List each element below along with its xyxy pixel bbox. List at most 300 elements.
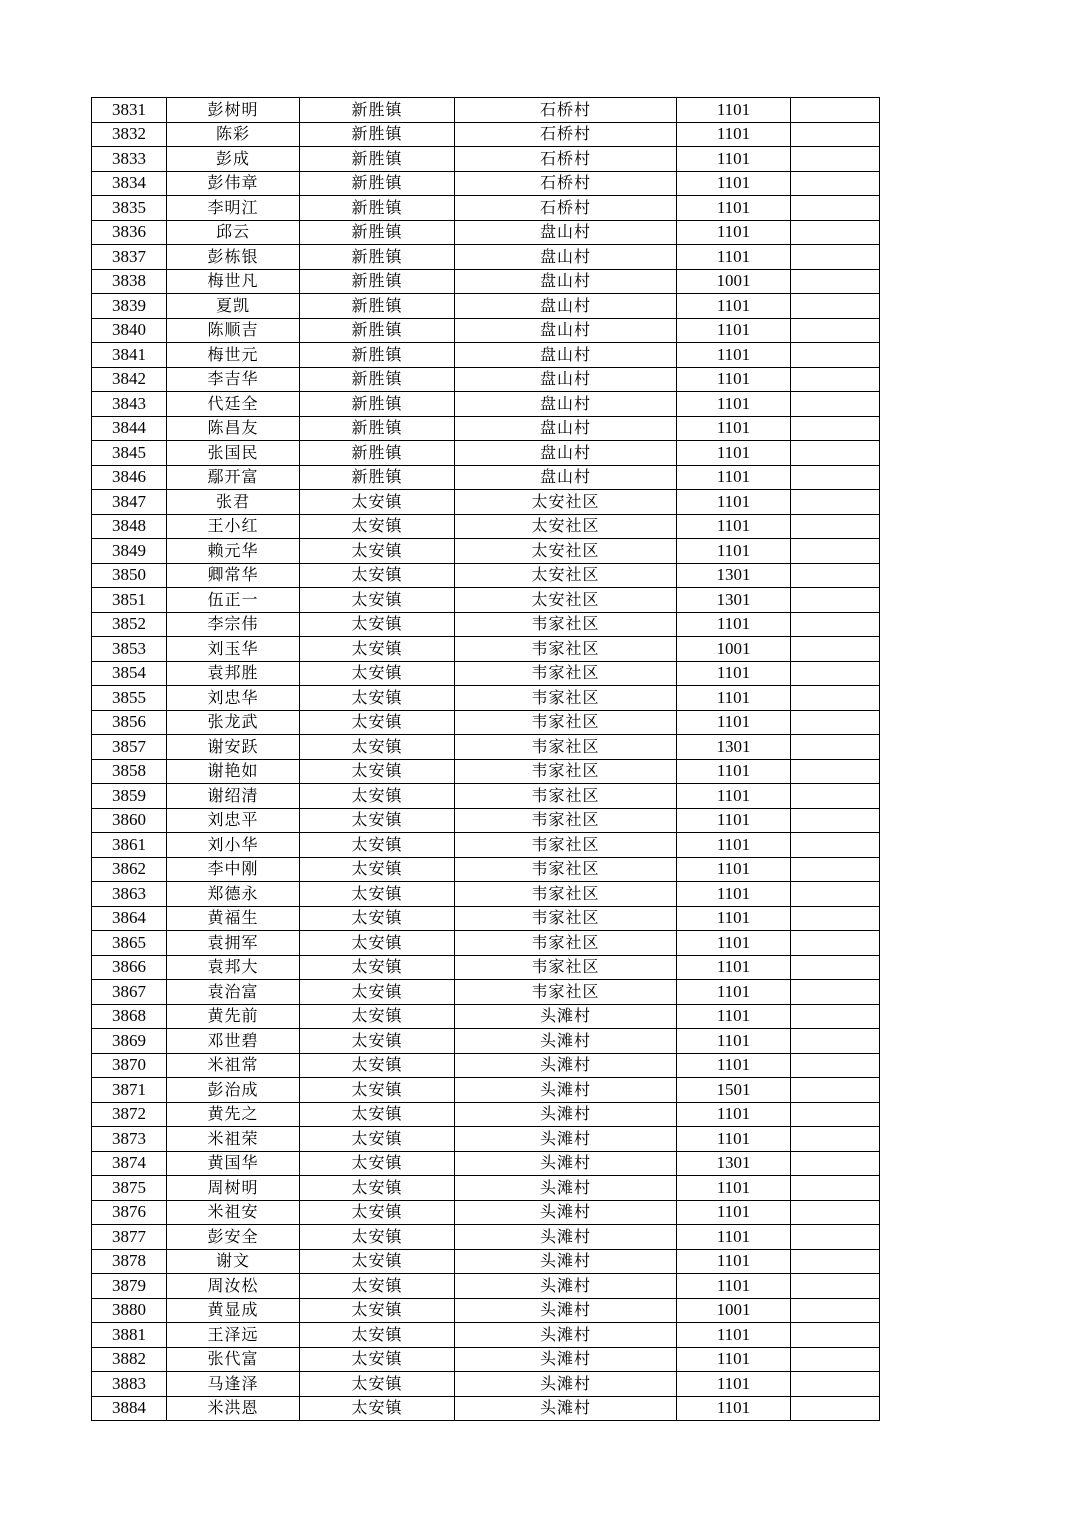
village-cell: 韦家社区 [455,906,677,931]
table-row [92,1127,880,1152]
code-cell: 1101 [677,1053,791,1078]
village-cell: 盘山村 [455,294,677,319]
name-cell: 赖元华 [167,539,300,564]
remark-cell [791,490,880,515]
name-cell: 卿常华 [167,563,300,588]
town-cell: 新胜镇 [300,392,455,417]
remark-cell [791,980,880,1005]
name-cell: 郑德永 [167,882,300,907]
name-cell: 谢安跃 [167,735,300,760]
village-cell: 石桥村 [455,122,677,147]
town-cell: 太安镇 [300,931,455,956]
remark-cell [791,563,880,588]
name-cell: 张代富 [167,1347,300,1372]
table-row [92,465,880,490]
code-cell: 1101 [677,857,791,882]
name-cell: 黄先前 [167,1004,300,1029]
town-cell: 新胜镇 [300,245,455,270]
town-cell: 太安镇 [300,784,455,809]
name-cell: 刘忠华 [167,686,300,711]
name-cell: 夏凯 [167,294,300,319]
row-number-cell: 3839 [92,294,167,319]
village-cell: 盘山村 [455,343,677,368]
town-cell: 太安镇 [300,490,455,515]
village-cell: 盘山村 [455,245,677,270]
row-number-cell: 3846 [92,465,167,490]
name-cell: 黄福生 [167,906,300,931]
code-cell: 1101 [677,1396,791,1421]
town-cell: 新胜镇 [300,98,455,123]
row-number-cell: 3844 [92,416,167,441]
name-cell: 马逢泽 [167,1372,300,1397]
town-cell: 太安镇 [300,1274,455,1299]
town-cell: 新胜镇 [300,367,455,392]
name-cell: 李明江 [167,196,300,221]
remark-cell [791,1004,880,1029]
remark-cell [791,392,880,417]
code-cell: 1101 [677,416,791,441]
code-cell: 1301 [677,588,791,613]
village-cell: 头滩村 [455,1225,677,1250]
name-cell: 米祖安 [167,1200,300,1225]
village-cell: 石桥村 [455,147,677,172]
name-cell: 代廷全 [167,392,300,417]
name-cell: 陈昌友 [167,416,300,441]
town-cell: 太安镇 [300,1004,455,1029]
row-number-cell: 3880 [92,1298,167,1323]
town-cell: 太安镇 [300,1323,455,1348]
village-cell: 韦家社区 [455,661,677,686]
code-cell: 1101 [677,1176,791,1201]
table-row [92,931,880,956]
remark-cell [791,735,880,760]
name-cell: 米祖常 [167,1053,300,1078]
name-cell: 梅世元 [167,343,300,368]
remark-cell [791,220,880,245]
code-cell: 1101 [677,784,791,809]
name-cell: 陈彩 [167,122,300,147]
code-cell: 1101 [677,1102,791,1127]
code-cell: 1101 [677,245,791,270]
code-cell: 1301 [677,1151,791,1176]
name-cell: 彭树明 [167,98,300,123]
remark-cell [791,955,880,980]
row-number-cell: 3867 [92,980,167,1005]
village-cell: 盘山村 [455,392,677,417]
code-cell: 1101 [677,147,791,172]
row-number-cell: 3849 [92,539,167,564]
table-row [92,318,880,343]
table-row [92,612,880,637]
village-cell: 韦家社区 [455,686,677,711]
table-row [92,906,880,931]
code-cell: 1101 [677,514,791,539]
row-number-cell: 3834 [92,171,167,196]
code-cell: 1101 [677,1127,791,1152]
table-row [92,147,880,172]
remark-cell [791,441,880,466]
town-cell: 太安镇 [300,1078,455,1103]
code-cell: 1101 [677,1323,791,1348]
data-table [91,97,880,1421]
table-row [92,588,880,613]
row-number-cell: 3853 [92,637,167,662]
town-cell: 太安镇 [300,759,455,784]
town-cell: 新胜镇 [300,318,455,343]
village-cell: 石桥村 [455,98,677,123]
village-cell: 头滩村 [455,1004,677,1029]
name-cell: 周树明 [167,1176,300,1201]
name-cell: 袁治富 [167,980,300,1005]
name-cell: 张国民 [167,441,300,466]
row-number-cell: 3845 [92,441,167,466]
row-number-cell: 3876 [92,1200,167,1225]
row-number-cell: 3883 [92,1372,167,1397]
row-number-cell: 3848 [92,514,167,539]
remark-cell [791,416,880,441]
code-cell: 1101 [677,122,791,147]
village-cell: 盘山村 [455,416,677,441]
row-number-cell: 3879 [92,1274,167,1299]
table-row [92,514,880,539]
row-number-cell: 3838 [92,269,167,294]
town-cell: 太安镇 [300,1127,455,1152]
remark-cell [791,931,880,956]
town-cell: 新胜镇 [300,269,455,294]
table-row [92,637,880,662]
row-number-cell: 3832 [92,122,167,147]
row-number-cell: 3831 [92,98,167,123]
code-cell: 1101 [677,980,791,1005]
code-cell: 1101 [677,833,791,858]
remark-cell [791,1323,880,1348]
village-cell: 头滩村 [455,1102,677,1127]
name-cell: 谢艳如 [167,759,300,784]
remark-cell [791,245,880,270]
name-cell: 米洪恩 [167,1396,300,1421]
row-number-cell: 3869 [92,1029,167,1054]
row-number-cell: 3833 [92,147,167,172]
village-cell: 头滩村 [455,1176,677,1201]
village-cell: 太安社区 [455,563,677,588]
row-number-cell: 3856 [92,710,167,735]
town-cell: 太安镇 [300,808,455,833]
table-row [92,1225,880,1250]
name-cell: 张君 [167,490,300,515]
row-number-cell: 3874 [92,1151,167,1176]
table-body [92,98,880,1421]
code-cell: 1101 [677,220,791,245]
table-row [92,661,880,686]
row-number-cell: 3859 [92,784,167,809]
village-cell: 韦家社区 [455,637,677,662]
code-cell: 1501 [677,1078,791,1103]
remark-cell [791,1249,880,1274]
table-row [92,686,880,711]
row-number-cell: 3840 [92,318,167,343]
town-cell: 太安镇 [300,563,455,588]
town-cell: 太安镇 [300,735,455,760]
row-number-cell: 3850 [92,563,167,588]
table-row [92,857,880,882]
code-cell: 1101 [677,392,791,417]
row-number-cell: 3873 [92,1127,167,1152]
village-cell: 头滩村 [455,1298,677,1323]
village-cell: 太安社区 [455,539,677,564]
village-cell: 头滩村 [455,1078,677,1103]
table-row [92,955,880,980]
code-cell: 1101 [677,1249,791,1274]
town-cell: 新胜镇 [300,171,455,196]
remark-cell [791,1127,880,1152]
table-row [92,367,880,392]
remark-cell [791,1053,880,1078]
village-cell: 头滩村 [455,1029,677,1054]
row-number-cell: 3878 [92,1249,167,1274]
table-row [92,980,880,1005]
name-cell: 彭成 [167,147,300,172]
name-cell: 伍正一 [167,588,300,613]
row-number-cell: 3877 [92,1225,167,1250]
row-number-cell: 3871 [92,1078,167,1103]
village-cell: 韦家社区 [455,980,677,1005]
town-cell: 太安镇 [300,1225,455,1250]
code-cell: 1101 [677,1274,791,1299]
remark-cell [791,196,880,221]
code-cell: 1301 [677,563,791,588]
table-row [92,710,880,735]
remark-cell [791,1372,880,1397]
table-row [92,1176,880,1201]
village-cell: 盘山村 [455,318,677,343]
name-cell: 鄢开富 [167,465,300,490]
remark-cell [791,1102,880,1127]
town-cell: 太安镇 [300,1372,455,1397]
town-cell: 太安镇 [300,612,455,637]
name-cell: 邓世碧 [167,1029,300,1054]
town-cell: 太安镇 [300,1029,455,1054]
code-cell: 1101 [677,1347,791,1372]
town-cell: 太安镇 [300,833,455,858]
village-cell: 头滩村 [455,1347,677,1372]
table-row [92,171,880,196]
village-cell: 盘山村 [455,367,677,392]
table-row [92,1078,880,1103]
code-cell: 1101 [677,882,791,907]
table-row [92,1102,880,1127]
town-cell: 太安镇 [300,1151,455,1176]
table-row [92,1151,880,1176]
village-cell: 韦家社区 [455,833,677,858]
name-cell: 邱云 [167,220,300,245]
table-row [92,784,880,809]
code-cell: 1101 [677,808,791,833]
remark-cell [791,1396,880,1421]
name-cell: 周汝松 [167,1274,300,1299]
code-cell: 1101 [677,1372,791,1397]
town-cell: 新胜镇 [300,294,455,319]
row-number-cell: 3835 [92,196,167,221]
name-cell: 米祖荣 [167,1127,300,1152]
row-number-cell: 3841 [92,343,167,368]
village-cell: 头滩村 [455,1323,677,1348]
name-cell: 李宗伟 [167,612,300,637]
row-number-cell: 3842 [92,367,167,392]
town-cell: 太安镇 [300,514,455,539]
code-cell: 1101 [677,318,791,343]
name-cell: 刘小华 [167,833,300,858]
remark-cell [791,637,880,662]
town-cell: 太安镇 [300,637,455,662]
remark-cell [791,1274,880,1299]
village-cell: 韦家社区 [455,808,677,833]
town-cell: 新胜镇 [300,147,455,172]
remark-cell [791,318,880,343]
name-cell: 彭栋银 [167,245,300,270]
village-cell: 韦家社区 [455,955,677,980]
village-cell: 头滩村 [455,1372,677,1397]
row-number-cell: 3884 [92,1396,167,1421]
village-cell: 石桥村 [455,196,677,221]
code-cell: 1101 [677,931,791,956]
name-cell: 黄显成 [167,1298,300,1323]
name-cell: 王泽远 [167,1323,300,1348]
remark-cell [791,808,880,833]
village-cell: 头滩村 [455,1127,677,1152]
table-row [92,563,880,588]
code-cell: 1101 [677,906,791,931]
code-cell: 1001 [677,269,791,294]
village-cell: 韦家社区 [455,882,677,907]
name-cell: 谢文 [167,1249,300,1274]
remark-cell [791,465,880,490]
table-row [92,1249,880,1274]
table-row [92,294,880,319]
remark-cell [791,612,880,637]
name-cell: 袁邦胜 [167,661,300,686]
name-cell: 彭治成 [167,1078,300,1103]
code-cell: 1101 [677,343,791,368]
village-cell: 韦家社区 [455,710,677,735]
name-cell: 黄国华 [167,1151,300,1176]
remark-cell [791,759,880,784]
name-cell: 李中刚 [167,857,300,882]
town-cell: 太安镇 [300,1347,455,1372]
town-cell: 太安镇 [300,1396,455,1421]
village-cell: 太安社区 [455,588,677,613]
code-cell: 1101 [677,661,791,686]
name-cell: 王小红 [167,514,300,539]
remark-cell [791,833,880,858]
name-cell: 李吉华 [167,367,300,392]
row-number-cell: 3858 [92,759,167,784]
code-cell: 1101 [677,612,791,637]
town-cell: 新胜镇 [300,441,455,466]
town-cell: 太安镇 [300,980,455,1005]
village-cell: 头滩村 [455,1396,677,1421]
code-cell: 1101 [677,686,791,711]
row-number-cell: 3870 [92,1053,167,1078]
table-row [92,1004,880,1029]
remark-cell [791,857,880,882]
name-cell: 陈顺吉 [167,318,300,343]
row-number-cell: 3854 [92,661,167,686]
town-cell: 太安镇 [300,906,455,931]
row-number-cell: 3872 [92,1102,167,1127]
remark-cell [791,367,880,392]
remark-cell [791,171,880,196]
table-row [92,833,880,858]
table-row [92,1323,880,1348]
row-number-cell: 3837 [92,245,167,270]
village-cell: 头滩村 [455,1274,677,1299]
village-cell: 韦家社区 [455,735,677,760]
table-row [92,1029,880,1054]
remark-cell [791,269,880,294]
remark-cell [791,686,880,711]
remark-cell [791,1225,880,1250]
village-cell: 头滩村 [455,1200,677,1225]
village-cell: 盘山村 [455,269,677,294]
row-number-cell: 3875 [92,1176,167,1201]
table-row [92,1298,880,1323]
village-cell: 韦家社区 [455,612,677,637]
table-row [92,882,880,907]
row-number-cell: 3836 [92,220,167,245]
row-number-cell: 3851 [92,588,167,613]
name-cell: 彭安全 [167,1225,300,1250]
table-row [92,1274,880,1299]
name-cell: 刘玉华 [167,637,300,662]
village-cell: 韦家社区 [455,759,677,784]
remark-cell [791,514,880,539]
table-row [92,98,880,123]
row-number-cell: 3862 [92,857,167,882]
remark-cell [791,1078,880,1103]
code-cell: 1101 [677,1004,791,1029]
remark-cell [791,906,880,931]
village-cell: 头滩村 [455,1151,677,1176]
town-cell: 太安镇 [300,1298,455,1323]
name-cell: 彭伟章 [167,171,300,196]
row-number-cell: 3861 [92,833,167,858]
table-row [92,490,880,515]
table-row [92,1372,880,1397]
town-cell: 太安镇 [300,955,455,980]
table-row [92,343,880,368]
code-cell: 1101 [677,1200,791,1225]
name-cell: 梅世凡 [167,269,300,294]
table-row [92,539,880,564]
village-cell: 盘山村 [455,441,677,466]
table-row [92,759,880,784]
table-row [92,245,880,270]
code-cell: 1001 [677,637,791,662]
remark-cell [791,1176,880,1201]
row-number-cell: 3865 [92,931,167,956]
name-cell: 黄先之 [167,1102,300,1127]
table-row [92,220,880,245]
town-cell: 新胜镇 [300,122,455,147]
table-row [92,1053,880,1078]
table-row [92,735,880,760]
remark-cell [791,539,880,564]
row-number-cell: 3847 [92,490,167,515]
town-cell: 新胜镇 [300,465,455,490]
remark-cell [791,1298,880,1323]
row-number-cell: 3852 [92,612,167,637]
code-cell: 1101 [677,710,791,735]
